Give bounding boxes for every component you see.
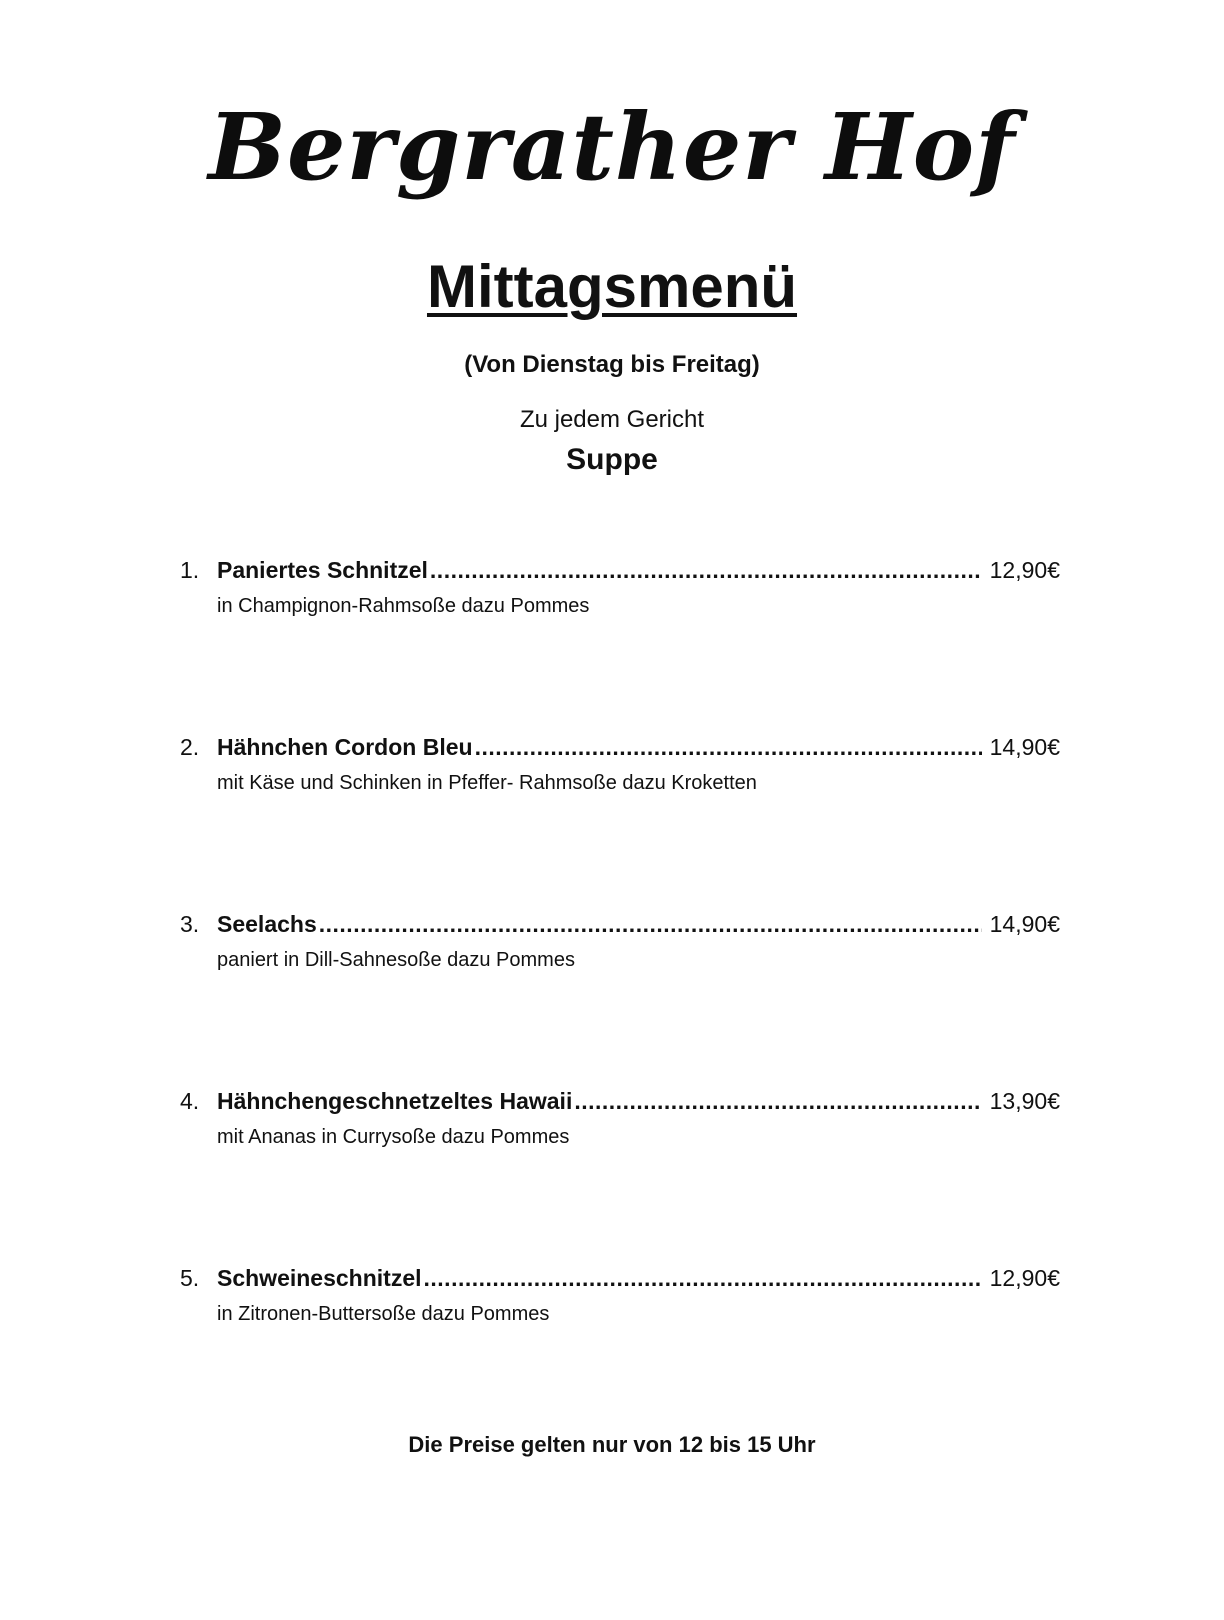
dish-line [180,555,1060,585]
dish-description: paniert in Dill-Sahnesoße dazu Pommes [217,949,575,971]
dish-line [180,1086,1060,1116]
dish-item [180,1263,1060,1440]
dish-item [180,909,1060,1086]
dish-name: Schweineschnitzel [217,1265,422,1291]
dish-description: in Champignon-Rahmsoße dazu Pommes [217,595,590,617]
dish-price: 12,90€ [989,1265,1060,1291]
dish-item [180,1086,1060,1263]
dish-number: 3. [180,911,200,937]
dish-line [180,1263,1060,1293]
with-each-dish-label: Zu jedem Gericht [519,406,705,433]
dish-name: Seelachs [217,911,317,937]
dish-list [180,555,1060,1440]
included-soup: Suppe [566,443,658,476]
dish-price: 14,90€ [989,911,1060,937]
menu-title [0,252,1224,322]
serving-days: (Von Dienstag bis Freitag) [464,351,760,378]
dish-price: 12,90€ [989,557,1060,583]
dish-description: mit Käse und Schinken in Pfeffer- Rahmsoße dazu Kroketten [217,772,757,794]
dot-leader [424,1263,982,1293]
menu-title-text: Mittagsmenü [426,253,798,320]
dish-price: 13,90€ [989,1088,1060,1114]
restaurant-name: Bergrather Hof [208,93,1016,201]
dish-name: Hähnchen Cordon Bleu [217,734,473,760]
dish-item [180,732,1060,909]
price-validity-note: Die Preise gelten nur von 12 bis 15 Uhr [408,1432,816,1457]
dish-line [180,909,1060,939]
dish-description: mit Ananas in Currysoße dazu Pommes [217,1126,570,1148]
dish-name: Hähnchengeschnetzeltes Hawaii [217,1088,573,1114]
dish-price: 14,90€ [989,734,1060,760]
dish-number: 5. [180,1265,200,1291]
dish-item [180,555,1060,732]
dot-leader [475,732,982,762]
dish-line [180,732,1060,762]
dish-name: Paniertes Schnitzel [217,557,428,583]
dot-leader [319,909,982,939]
dish-number: 2. [180,734,200,760]
dot-leader [430,555,982,585]
dish-number: 4. [180,1088,200,1114]
dot-leader [574,1086,981,1116]
dish-number: 1. [180,557,200,583]
dish-description: in Zitronen-Buttersoße dazu Pommes [217,1303,550,1325]
